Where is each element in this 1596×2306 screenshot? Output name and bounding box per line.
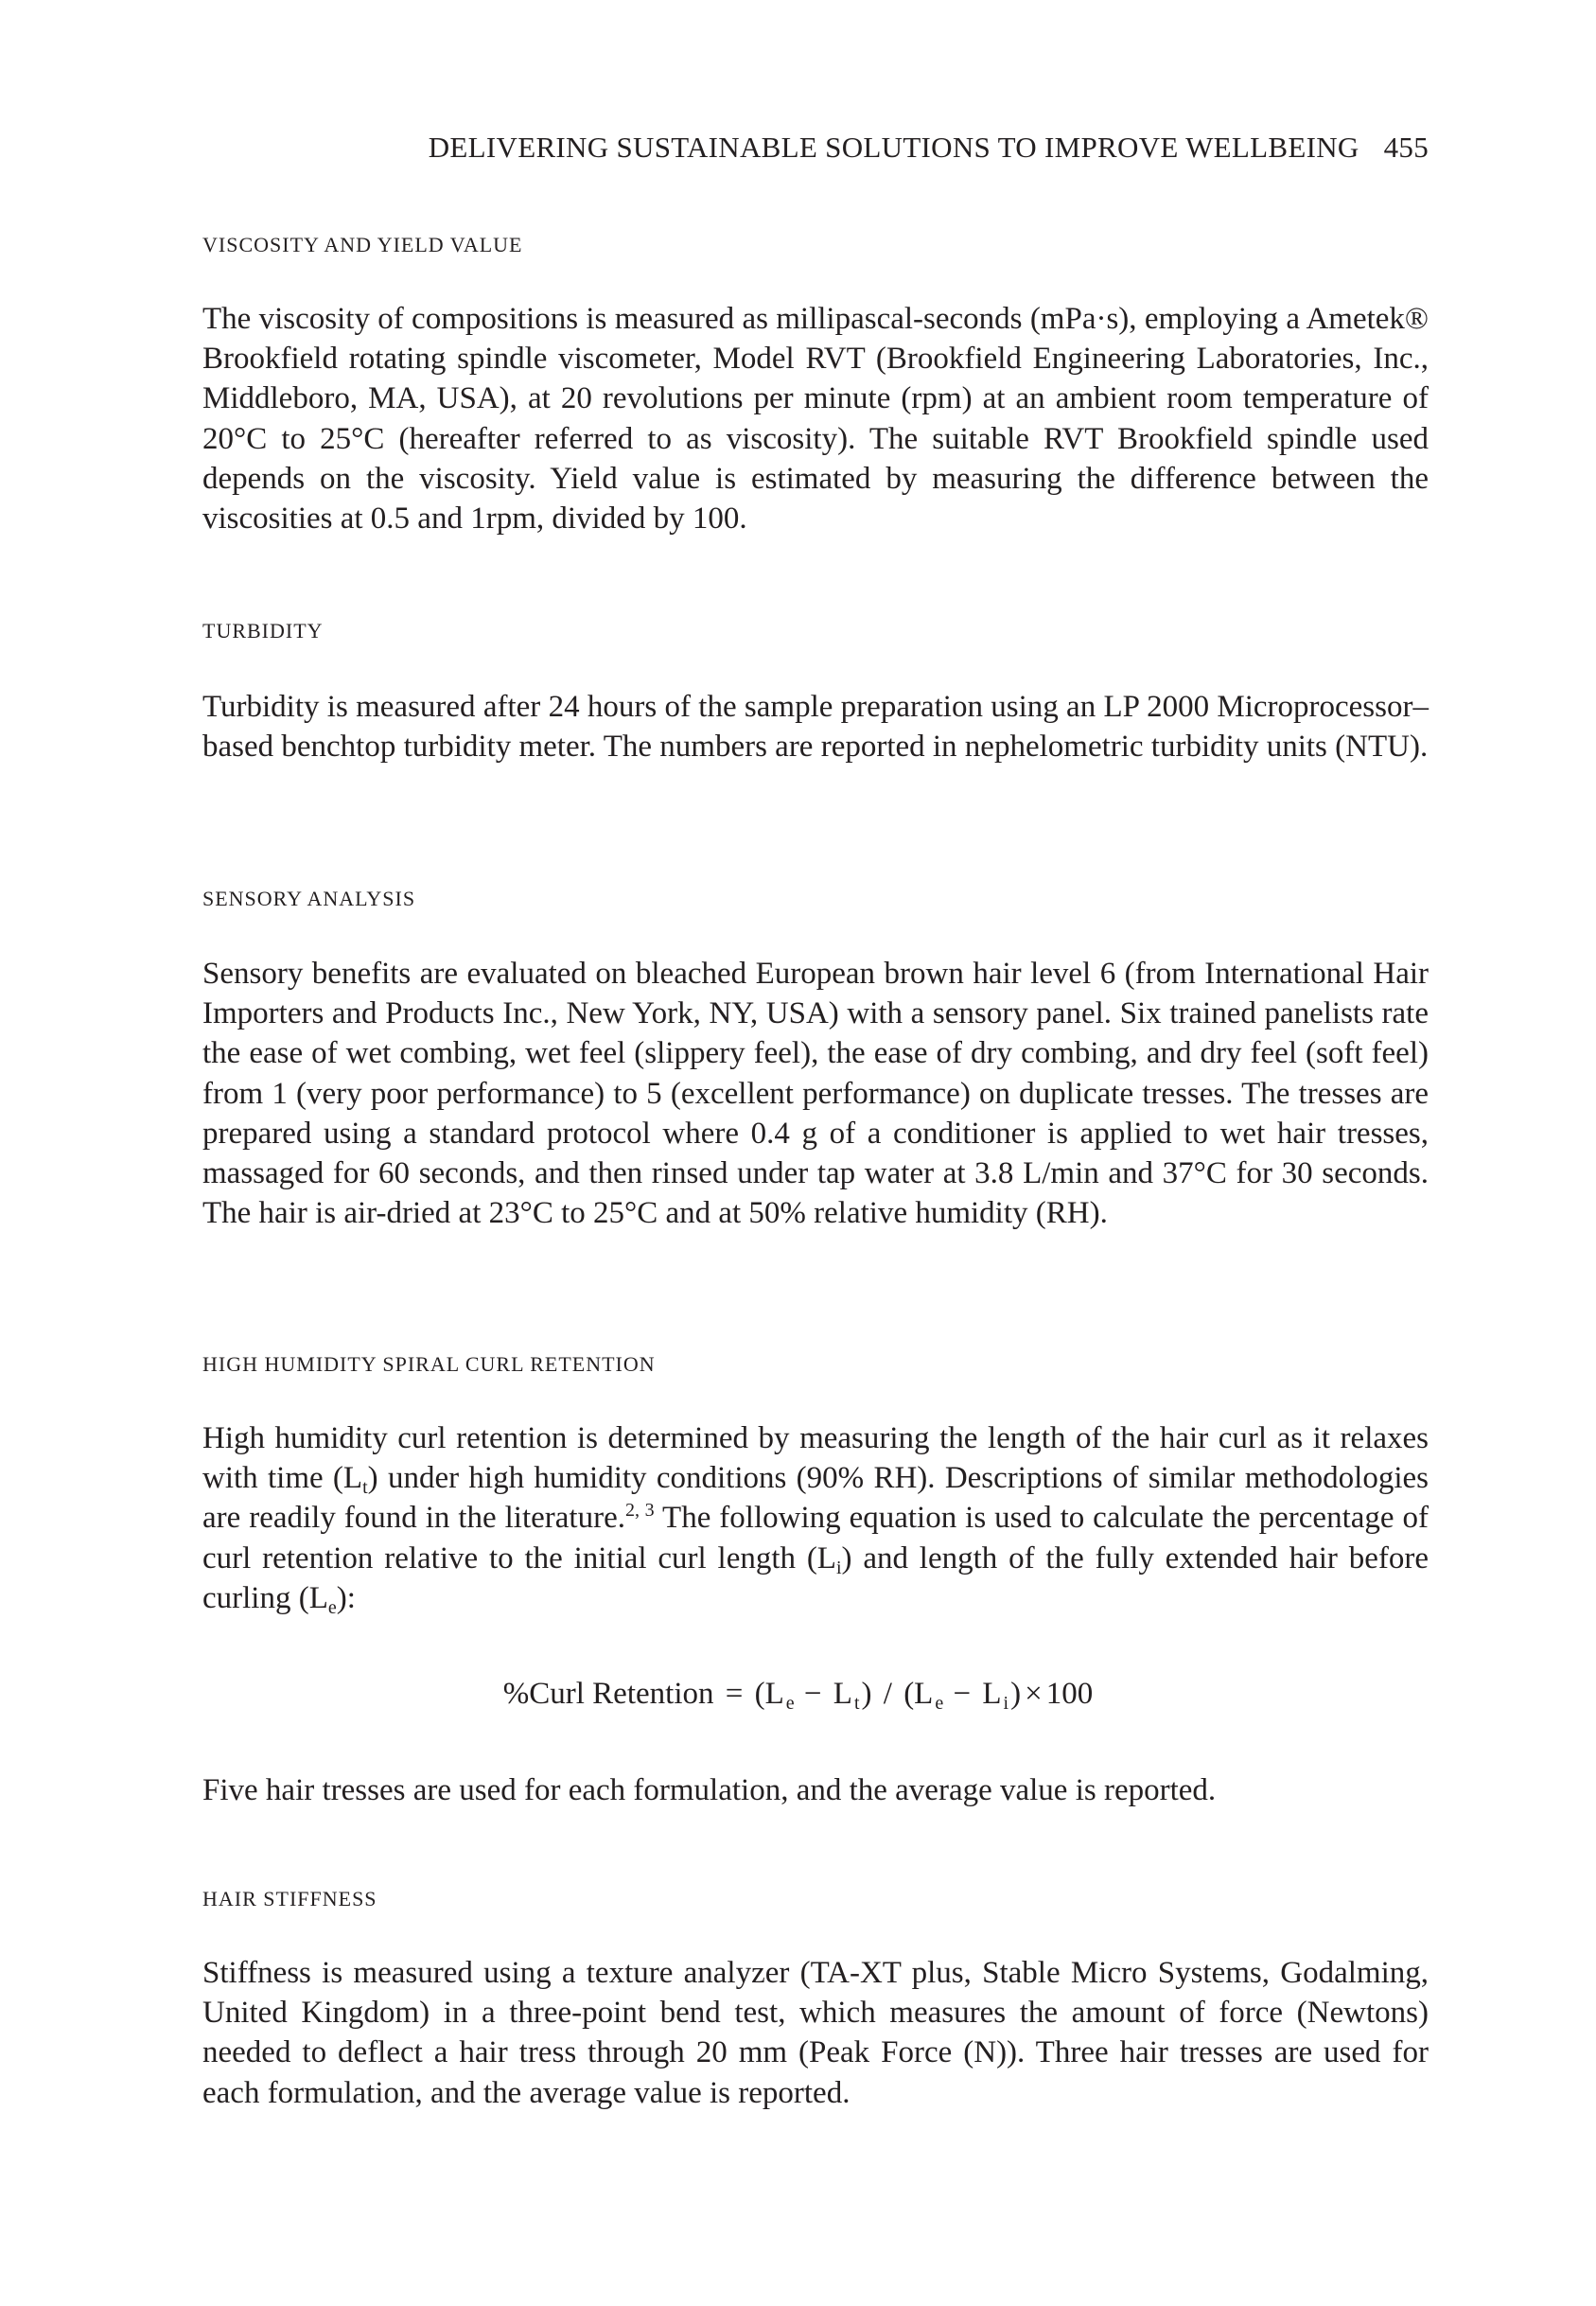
section-heading-turbidity: TURBIDITY [202, 619, 324, 643]
curl-retention-equation: %Curl Retention = (L $_e$ − L $_t$) / (L $_e$ − L $_i$) × 100 [502, 1677, 1094, 1714]
paragraph-stiffness: Stiffness is measured using a texture analyzer (TA-XT plus, Stable Micro Systems, Godalming, United Kingdom) in a three-point bend test, which measures the amount of force (Newtons) needed to deflect a hair tress through 20 mm (Peak Force (N)). Three hair tresses are used for each formulation, and the average value is reported. [202, 1956, 1429, 2110]
section-heading-stiffness: HAIR STIFFNESS [202, 1887, 377, 1910]
running-head [429, 131, 1429, 165]
section-heading-viscosity: VISCOSITY AND YIELD VALUE [202, 233, 523, 256]
page-number: 455 [1383, 131, 1429, 164]
paragraph-turbidity: Turbidity is measured after 24 hours of the sample preparation using an LP 2000 Microprocessor–based benchtop turbidity meter. The numbers are reported in nephelometric turbidity units (NTU). [202, 690, 1429, 765]
paragraph-sensory: Sensory benefits are evaluated on bleached European brown hair level 6 (from International Hair Importers and Products Inc., New York, NY, USA) with a sensory panel. Six trained panelists rate the ease of wet combing, wet feel (slippery feel), the ease of dry combing, and dry feel (soft feel) from 1 (very poor performance) to 5 (excellent performance) on duplicate tresses. The tresses are prepared using a standard protocol where 0.4 g of a conditioner is applied to wet hair tresses, massaged for 60 seconds, and then rinsed under tap water at 3.8 L/min and 37°C for 30 seconds. The hair is air-dried at 23°C to 25°C and at 50% relative humidity (RH). [202, 957, 1429, 1231]
section-heading-curl-retention: HIGH HUMIDITY SPIRAL CURL RETENTION [202, 1352, 656, 1376]
section-heading-sensory: SENSORY ANALYSIS [202, 887, 416, 910]
paragraph-curl-retention: High humidity curl retention is determined by measuring the length of the hair curl as it relaxes with time $(L_t)$ under high humidity conditions (90% RH). Descriptions of similar methodologies are readily found in the literature.$^{2, 3}$ The following equation is used to calculate the percentage of curl retention relative to the initial curl length $(L_i)$ and length of the fully extended hair before curling $(L_e)$: [202, 1421, 1429, 1618]
paragraph-viscosity: The viscosity of compositions is measured as millipascal-seconds (mPa·s), employing a Ametek® Brookfield rotating spindle viscometer, Model RVT (Brookfield Engineering Laboratories, Inc., Middleboro, MA, USA), at 20 revolutions per minute (rpm) at an ambient room temperature of 20°C to 25°C (hereafter referred to as viscosity). The suitable RVT Brookfield spindle used depends on the viscosity. Yield value is estimated by measuring the difference between the viscosities at 0.5 and 1rpm, divided by 100. [202, 302, 1429, 537]
paragraph-curl-retention-note: Five hair tresses are used for each formulation, and the average value is reported. [202, 1773, 1217, 1807]
running-head-title: DELIVERING SUSTAINABLE SOLUTIONS TO IMPROVE WELLBEING [428, 131, 1359, 164]
